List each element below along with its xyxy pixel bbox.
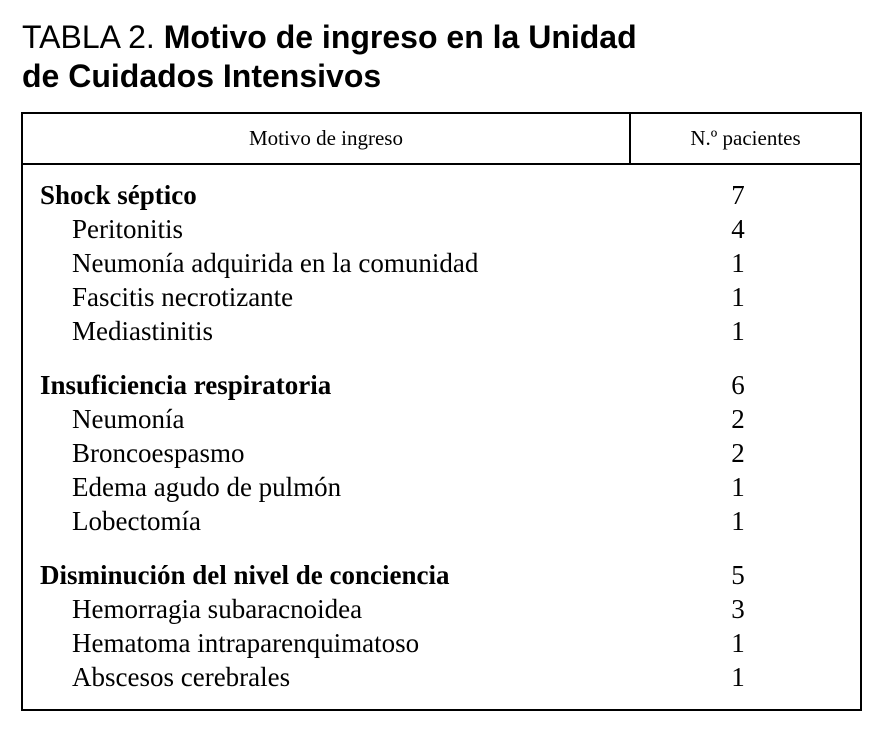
subcategory-count: 1 (731, 282, 745, 312)
header-patients: N.º pacientes (690, 126, 801, 150)
subcategory-row (23, 212, 860, 246)
table-body (23, 178, 860, 714)
subcategory-label: Neumonía adquirida en la comunidad (72, 248, 479, 278)
subcategory-label: Broncoespasmo (72, 438, 245, 468)
subcategory-label: Neumonía (72, 404, 185, 434)
title-main-line-1: Motivo de ingreso en la Unidad (163, 19, 637, 55)
category-row (23, 558, 860, 592)
subcategory-row (23, 470, 860, 504)
subcategory-label: Lobectomía (72, 506, 201, 536)
title-main-line-2: de Cuidados Intensivos (22, 58, 382, 94)
table-title (22, 18, 872, 96)
title-line-2 (22, 57, 872, 96)
subcategory-row (23, 246, 860, 280)
subcategory-row (23, 504, 860, 538)
subcategory-row (23, 436, 860, 470)
subcategory-count: 1 (731, 662, 745, 692)
subcategory-row (23, 626, 860, 660)
subcategory-count: 1 (731, 506, 745, 536)
category-label: Disminución del nivel de conciencia (40, 560, 450, 590)
subcategory-label: Peritonitis (72, 214, 184, 244)
subcategory-label: Hematoma intraparenquimatoso (72, 628, 420, 658)
category-group (23, 368, 860, 538)
subcategory-count: 1 (731, 316, 745, 346)
title-line-1 (22, 18, 872, 57)
subcategory-label: Hemorragia subaracnoidea (72, 594, 363, 624)
category-count: 7 (731, 180, 745, 210)
subcategory-count: 1 (731, 472, 745, 502)
subcategory-count: 4 (731, 214, 745, 244)
category-label: Insuficiencia respiratoria (40, 370, 332, 400)
subcategory-row (23, 402, 860, 436)
subcategory-label: Mediastinitis (72, 316, 213, 346)
header-reason: Motivo de ingreso (23, 114, 631, 163)
subcategory-row (23, 314, 860, 348)
category-group (23, 178, 860, 348)
subcategory-count: 2 (731, 404, 745, 434)
category-group (23, 558, 860, 694)
category-row (23, 368, 860, 402)
subcategory-count: 1 (731, 628, 745, 658)
category-count: 5 (731, 560, 745, 590)
subcategory-row (23, 660, 860, 694)
subcategory-label: Abscesos cerebrales (72, 662, 291, 692)
title-prefix: TABLA 2. (22, 19, 155, 55)
subcategory-count: 3 (731, 594, 745, 624)
category-row (23, 178, 860, 212)
subcategory-count: 2 (731, 438, 745, 468)
subcategory-label: Edema agudo de pulmón (72, 472, 342, 502)
subcategory-row (23, 280, 860, 314)
subcategory-row (23, 592, 860, 626)
category-count: 6 (731, 370, 745, 400)
admission-reasons-table (21, 112, 862, 711)
category-label: Shock séptico (40, 180, 197, 210)
subcategory-label: Fascitis necrotizante (72, 282, 294, 312)
table-header (23, 114, 860, 165)
subcategory-count: 1 (731, 248, 745, 278)
